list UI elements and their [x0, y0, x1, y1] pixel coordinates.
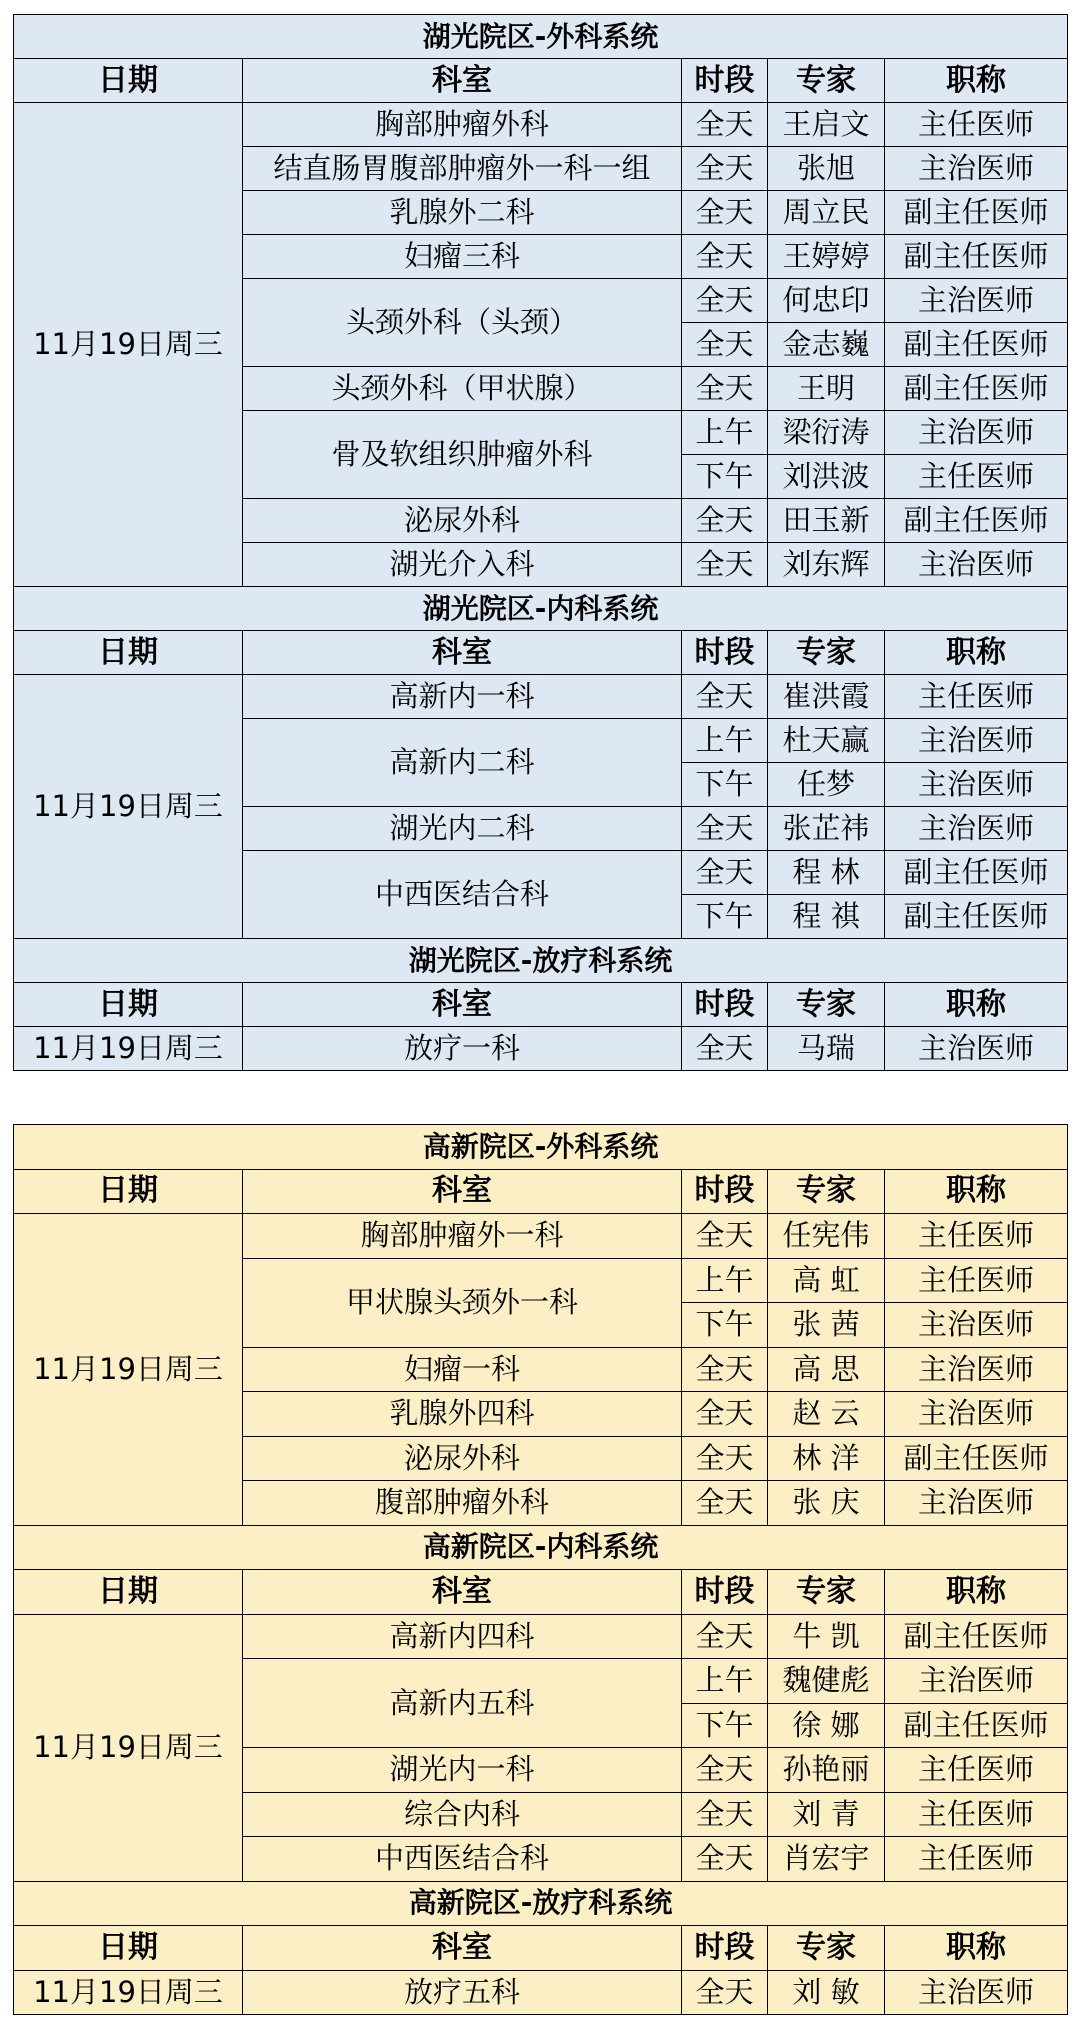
section-title-row [14, 1525, 1068, 1570]
expert-cell: 何忠印 [768, 279, 885, 323]
expert-cell: 王明 [768, 367, 885, 411]
table-row [14, 1027, 1068, 1071]
column-header-time: 时段 [682, 631, 768, 675]
rank-cell: 副主任医师 [885, 323, 1068, 367]
dept-cell: 妇瘤一科 [243, 1347, 682, 1392]
column-header-expert: 专家 [768, 983, 885, 1027]
rank-cell: 主治医师 [885, 1970, 1068, 2015]
dept-cell: 放疗一科 [243, 1027, 682, 1071]
expert-cell: 周立民 [768, 191, 885, 235]
dept-cell: 高新内一科 [243, 675, 682, 719]
rank-cell: 主治医师 [885, 279, 1068, 323]
dept-cell: 头颈外科（头颈） [243, 279, 682, 367]
column-header-rank: 职称 [885, 1169, 1068, 1214]
expert-cell: 牛 凯 [768, 1614, 885, 1659]
expert-cell: 任梦 [768, 763, 885, 807]
column-header-dept: 科室 [243, 1570, 682, 1615]
column-header-row [14, 983, 1068, 1027]
section-title: 湖光院区-外科系统 [14, 15, 1068, 59]
time-cell: 全天 [682, 499, 768, 543]
dept-cell: 乳腺外二科 [243, 191, 682, 235]
rank-cell: 副主任医师 [885, 499, 1068, 543]
expert-cell: 金志巍 [768, 323, 885, 367]
column-header-time: 时段 [682, 59, 768, 103]
rank-cell: 主任医师 [885, 1837, 1068, 1882]
expert-cell: 王婷婷 [768, 235, 885, 279]
rank-cell: 副主任医师 [885, 1614, 1068, 1659]
date-cell: 11月19日周三 [14, 675, 243, 939]
expert-cell: 张旭 [768, 147, 885, 191]
expert-cell: 张芷祎 [768, 807, 885, 851]
section-title: 高新院区-内科系统 [14, 1525, 1068, 1570]
time-cell: 全天 [682, 1392, 768, 1437]
date-cell: 11月19日周三 [14, 103, 243, 587]
column-header-dept: 科室 [243, 983, 682, 1027]
column-header-rank: 职称 [885, 1926, 1068, 1971]
column-header-rank: 职称 [885, 631, 1068, 675]
expert-cell: 魏健彪 [768, 1659, 885, 1704]
section-title-row [14, 1881, 1068, 1926]
rank-cell: 主任医师 [885, 1214, 1068, 1259]
dept-cell: 中西医结合科 [243, 851, 682, 939]
dept-cell: 泌尿外科 [243, 499, 682, 543]
column-header-dept: 科室 [243, 1926, 682, 1971]
rank-cell: 副主任医师 [885, 235, 1068, 279]
section-title-row [14, 15, 1068, 59]
dept-cell: 高新内四科 [243, 1614, 682, 1659]
column-header-row [14, 1926, 1068, 1971]
date-cell: 11月19日周三 [14, 1614, 243, 1881]
expert-cell: 张 庆 [768, 1481, 885, 1526]
rank-cell: 主任医师 [885, 675, 1068, 719]
dept-cell: 结直肠胃腹部肿瘤外一科一组 [243, 147, 682, 191]
rank-cell: 副主任医师 [885, 851, 1068, 895]
dept-cell: 综合内科 [243, 1792, 682, 1837]
dept-cell: 泌尿外科 [243, 1436, 682, 1481]
column-header-dept: 科室 [243, 631, 682, 675]
rank-cell: 主治医师 [885, 807, 1068, 851]
column-header-date: 日期 [14, 631, 243, 675]
expert-cell: 高 虹 [768, 1258, 885, 1303]
column-header-rank: 职称 [885, 983, 1068, 1027]
rank-cell: 副主任医师 [885, 1703, 1068, 1748]
table-row [14, 1970, 1068, 2015]
time-cell: 全天 [682, 1027, 768, 1071]
column-header-dept: 科室 [243, 59, 682, 103]
rank-cell: 主治医师 [885, 1392, 1068, 1437]
column-header-time: 时段 [682, 1926, 768, 1971]
time-cell: 全天 [682, 235, 768, 279]
expert-cell: 杜天赢 [768, 719, 885, 763]
expert-cell: 梁衍涛 [768, 411, 885, 455]
time-cell: 全天 [682, 1970, 768, 2015]
rank-cell: 主治医师 [885, 1659, 1068, 1704]
time-cell: 全天 [682, 367, 768, 411]
column-header-time: 时段 [682, 1570, 768, 1615]
time-cell: 全天 [682, 323, 768, 367]
dept-cell: 湖光介入科 [243, 543, 682, 587]
expert-cell: 赵 云 [768, 1392, 885, 1437]
time-cell: 全天 [682, 191, 768, 235]
section-title: 高新院区-外科系统 [14, 1125, 1068, 1170]
rank-cell: 副主任医师 [885, 1436, 1068, 1481]
expert-cell: 王启文 [768, 103, 885, 147]
column-header-date: 日期 [14, 983, 243, 1027]
section-title: 湖光院区-内科系统 [14, 587, 1068, 631]
time-cell: 全天 [682, 1214, 768, 1259]
dept-cell: 湖光内一科 [243, 1748, 682, 1793]
time-cell: 上午 [682, 719, 768, 763]
time-cell: 全天 [682, 1481, 768, 1526]
section-title-row [14, 1125, 1068, 1170]
column-header-rank: 职称 [885, 1570, 1068, 1615]
column-header-date: 日期 [14, 1169, 243, 1214]
rank-cell: 副主任医师 [885, 191, 1068, 235]
time-cell: 全天 [682, 1792, 768, 1837]
expert-cell: 林 洋 [768, 1436, 885, 1481]
column-header-date: 日期 [14, 1570, 243, 1615]
dept-cell: 甲状腺头颈外一科 [243, 1258, 682, 1347]
date-cell: 11月19日周三 [14, 1027, 243, 1071]
column-header-row [14, 59, 1068, 103]
column-header-dept: 科室 [243, 1169, 682, 1214]
time-cell: 上午 [682, 1258, 768, 1303]
dept-cell: 乳腺外四科 [243, 1392, 682, 1437]
rank-cell: 主治医师 [885, 1303, 1068, 1348]
column-header-date: 日期 [14, 59, 243, 103]
table-row [14, 675, 1068, 719]
time-cell: 全天 [682, 1436, 768, 1481]
expert-cell: 刘 敏 [768, 1970, 885, 2015]
expert-cell: 马瑞 [768, 1027, 885, 1071]
dept-cell: 湖光内二科 [243, 807, 682, 851]
time-cell: 全天 [682, 1614, 768, 1659]
date-cell: 11月19日周三 [14, 1970, 243, 2015]
time-cell: 下午 [682, 1703, 768, 1748]
rank-cell: 主治医师 [885, 147, 1068, 191]
column-header-expert: 专家 [768, 59, 885, 103]
expert-cell: 高 思 [768, 1347, 885, 1392]
gaoxin-schedule-table [13, 1124, 1068, 2015]
expert-cell: 任宪伟 [768, 1214, 885, 1259]
expert-cell: 孙艳丽 [768, 1748, 885, 1793]
time-cell: 全天 [682, 675, 768, 719]
rank-cell: 主治医师 [885, 763, 1068, 807]
rank-cell: 主治医师 [885, 1347, 1068, 1392]
rank-cell: 副主任医师 [885, 367, 1068, 411]
time-cell: 下午 [682, 455, 768, 499]
rank-cell: 主任医师 [885, 1748, 1068, 1793]
rank-cell: 主治医师 [885, 543, 1068, 587]
table-row [14, 1614, 1068, 1659]
expert-cell: 张 茜 [768, 1303, 885, 1348]
rank-cell: 主任医师 [885, 1258, 1068, 1303]
dept-cell: 中西医结合科 [243, 1837, 682, 1882]
rank-cell: 主治医师 [885, 1481, 1068, 1526]
expert-cell: 徐 娜 [768, 1703, 885, 1748]
rank-cell: 副主任医师 [885, 895, 1068, 939]
column-header-row [14, 1570, 1068, 1615]
time-cell: 全天 [682, 851, 768, 895]
time-cell: 下午 [682, 763, 768, 807]
dept-cell: 头颈外科（甲状腺） [243, 367, 682, 411]
time-cell: 全天 [682, 103, 768, 147]
time-cell: 上午 [682, 411, 768, 455]
rank-cell: 主任医师 [885, 1792, 1068, 1837]
column-header-row [14, 1169, 1068, 1214]
column-header-row [14, 631, 1068, 675]
column-header-rank: 职称 [885, 59, 1068, 103]
section-title-row [14, 939, 1068, 983]
table-row [14, 1214, 1068, 1259]
expert-cell: 刘 青 [768, 1792, 885, 1837]
expert-cell: 崔洪霞 [768, 675, 885, 719]
table-row [14, 103, 1068, 147]
rank-cell: 主任医师 [885, 455, 1068, 499]
expert-cell: 程 祺 [768, 895, 885, 939]
dept-cell: 胸部肿瘤外科 [243, 103, 682, 147]
time-cell: 全天 [682, 1347, 768, 1392]
time-cell: 全天 [682, 1748, 768, 1793]
dept-cell: 胸部肿瘤外一科 [243, 1214, 682, 1259]
rank-cell: 主治医师 [885, 411, 1068, 455]
time-cell: 下午 [682, 895, 768, 939]
time-cell: 全天 [682, 1837, 768, 1882]
time-cell: 下午 [682, 1303, 768, 1348]
rank-cell: 主治医师 [885, 1027, 1068, 1071]
column-header-expert: 专家 [768, 1926, 885, 1971]
rank-cell: 主治医师 [885, 719, 1068, 763]
dept-cell: 腹部肿瘤外科 [243, 1481, 682, 1526]
column-header-time: 时段 [682, 983, 768, 1027]
time-cell: 全天 [682, 147, 768, 191]
rank-cell: 主任医师 [885, 103, 1068, 147]
expert-cell: 刘洪波 [768, 455, 885, 499]
time-cell: 上午 [682, 1659, 768, 1704]
section-title: 湖光院区-放疗科系统 [14, 939, 1068, 983]
expert-cell: 刘东辉 [768, 543, 885, 587]
expert-cell: 程 林 [768, 851, 885, 895]
column-header-expert: 专家 [768, 1570, 885, 1615]
column-header-expert: 专家 [768, 1169, 885, 1214]
column-header-date: 日期 [14, 1926, 243, 1971]
time-cell: 全天 [682, 279, 768, 323]
date-cell: 11月19日周三 [14, 1214, 243, 1526]
dept-cell: 妇瘤三科 [243, 235, 682, 279]
time-cell: 全天 [682, 543, 768, 587]
dept-cell: 放疗五科 [243, 1970, 682, 2015]
time-cell: 全天 [682, 807, 768, 851]
expert-cell: 田玉新 [768, 499, 885, 543]
column-header-expert: 专家 [768, 631, 885, 675]
huguang-schedule-table [13, 14, 1068, 1071]
dept-cell: 高新内五科 [243, 1659, 682, 1748]
dept-cell: 骨及软组织肿瘤外科 [243, 411, 682, 499]
section-title: 高新院区-放疗科系统 [14, 1881, 1068, 1926]
section-title-row [14, 587, 1068, 631]
column-header-time: 时段 [682, 1169, 768, 1214]
dept-cell: 高新内二科 [243, 719, 682, 807]
expert-cell: 肖宏宇 [768, 1837, 885, 1882]
